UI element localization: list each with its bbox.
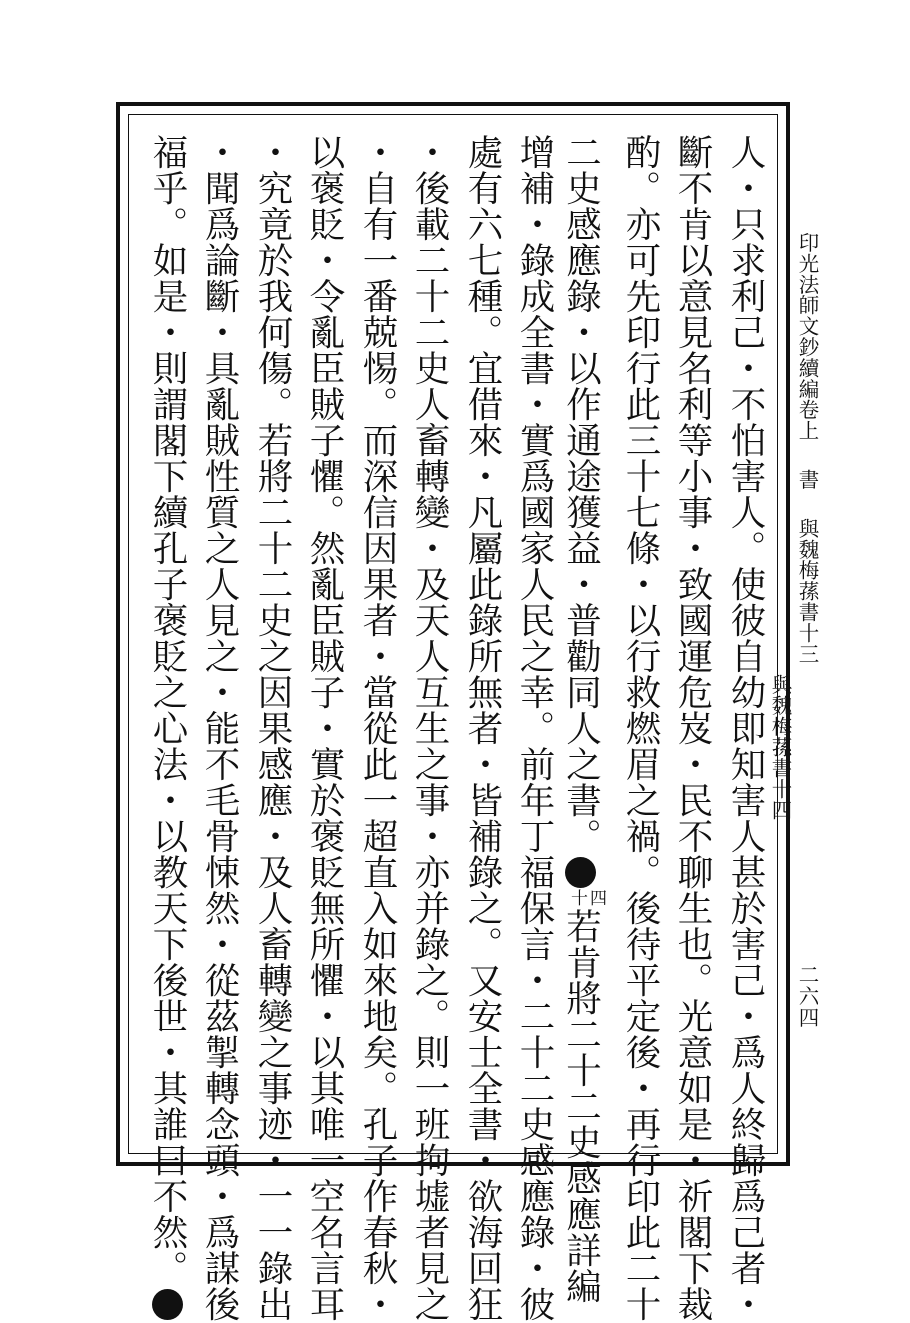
text-column-6: 處有六七種。宜借來・凡屬此錄所無者・皆補錄之。又安士全書・欲海回狂 bbox=[462, 134, 503, 1322]
text-column-4 bbox=[560, 134, 610, 1304]
text-column-5: 增補・錄成全書・實爲國家人民之幸。前年丁福保言・二十二史感應錄・彼 bbox=[514, 134, 555, 1322]
section-label: 書 bbox=[795, 469, 819, 490]
letter-13-title: 與魏梅蓀書十三 bbox=[795, 517, 819, 665]
text-column-4-part-b: 若肯將二十二史感應詳編 bbox=[560, 908, 602, 1304]
section-mark-dot bbox=[565, 857, 596, 888]
text-column-10: ・究竟於我何傷。若將二十二史之因果感應・及人畜轉變之事迹・一一錄出 bbox=[252, 134, 293, 1322]
section-annotation: 十四 bbox=[571, 889, 609, 909]
text-column-9: 以褒貶・令亂臣賊子懼。然亂臣賊子・實於褒貶無所懼・以其唯一空名言耳 bbox=[304, 134, 345, 1322]
letter-14-title: 與魏梅蓀書十四 bbox=[768, 674, 792, 821]
text-column-7: ・後載二十二史人畜轉變・及天人互生之事・亦并錄之。則一班拘墟者見之 bbox=[409, 134, 450, 1322]
text-column-11: ・聞爲論斷・具亂賊性質之人見之・能不毛骨悚然・從茲掣轉念頭・爲謀後 bbox=[199, 134, 240, 1322]
text-column-4-part-a: 二史感應錄・以作通途獲益・普勸同人之書。 bbox=[560, 134, 602, 854]
text-column-1: 人・只求利己・不怕害人。使彼自幼即知害人甚於害己・爲人終歸爲己者・ bbox=[725, 134, 766, 1322]
text-column-8: ・自有一番兢惕。而深信因果者・當從此一超直入如來地矣。孔子作春秋・ bbox=[357, 134, 398, 1322]
book-title: 印光法師文鈔續編卷上 bbox=[795, 232, 819, 441]
text-column-2: 斷不肯以意見名利等小事・致國運危岌・民不聊生也。光意如是・祈閣下裁 bbox=[672, 134, 713, 1322]
text-column-12 bbox=[144, 134, 190, 1286]
text-column-12-text: 福乎。如是・則謂閣下續孔子褒貶之心法・以教天下後世・其誰曰不然。 bbox=[147, 134, 188, 1286]
text-column-3: 酌。亦可先印行此三十七條・以行救燃眉之禍。後待平定後・再行印此二十 bbox=[620, 134, 661, 1322]
running-header-secondary bbox=[767, 674, 793, 820]
page-number: 二六四 bbox=[795, 964, 819, 1029]
running-header bbox=[794, 232, 820, 664]
end-mark-dot bbox=[152, 1289, 183, 1320]
